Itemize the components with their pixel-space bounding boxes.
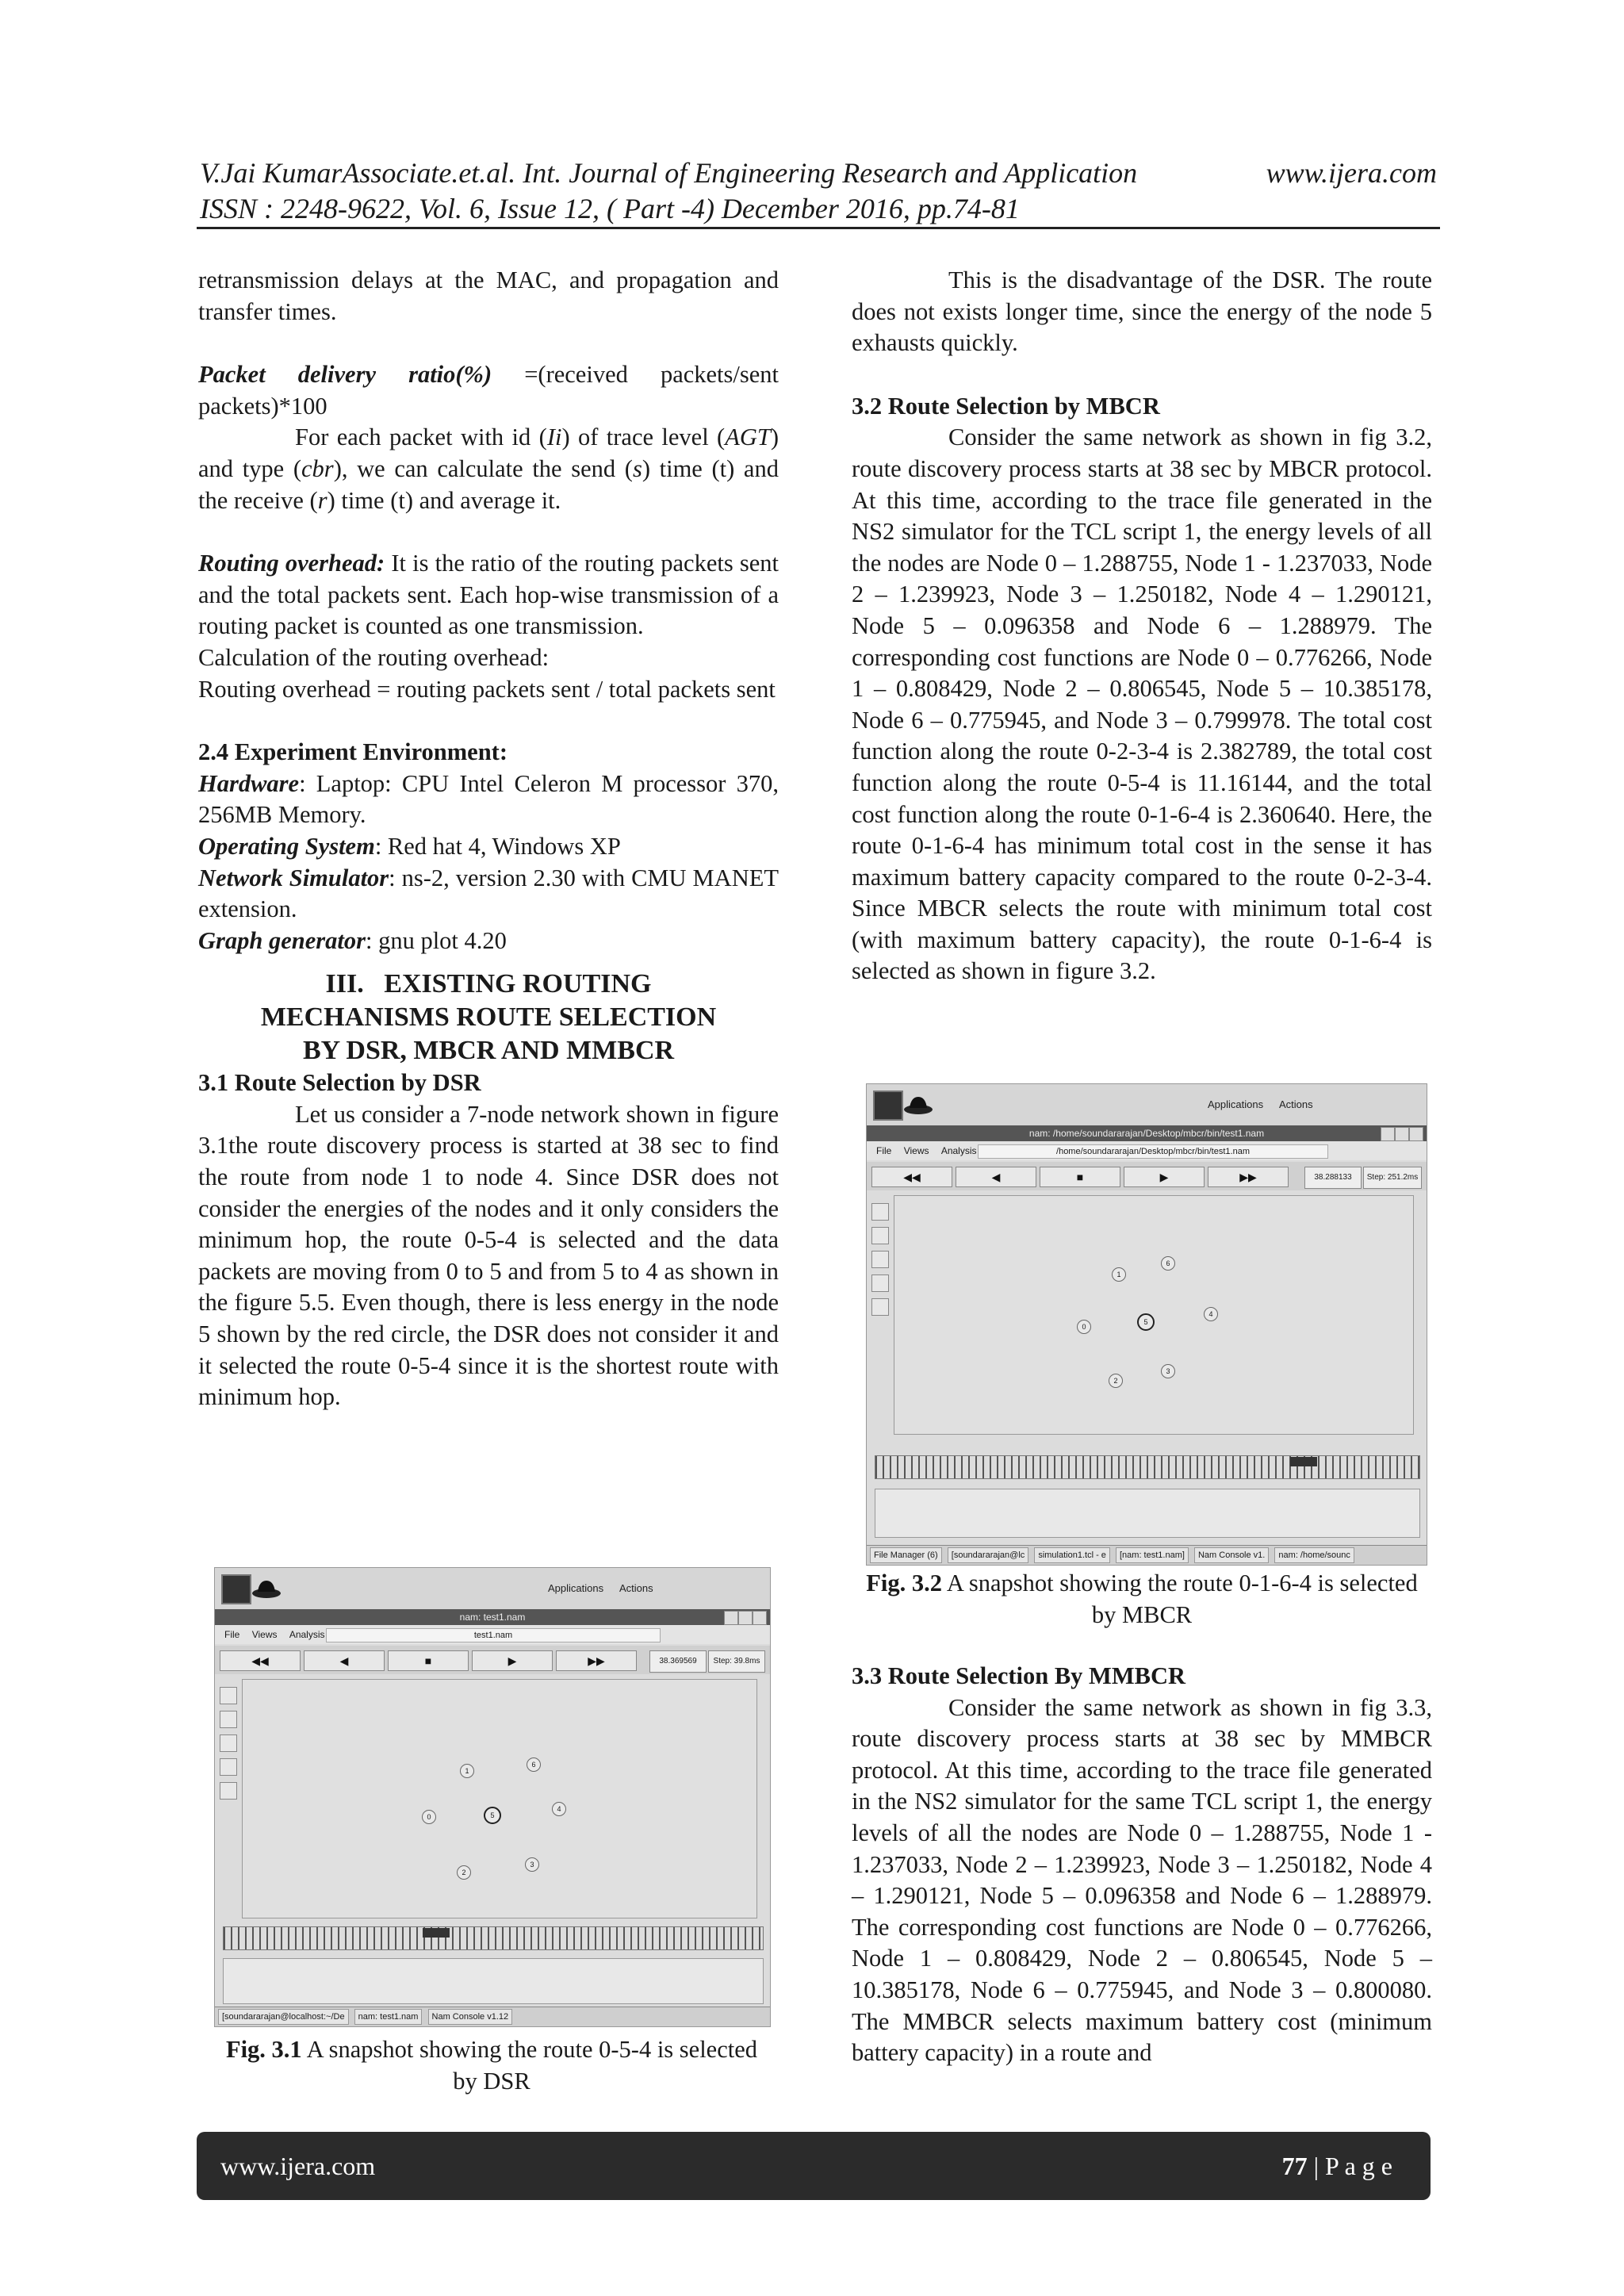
terminal-icon <box>873 1091 903 1121</box>
side-toolbar <box>220 1687 237 1806</box>
hw-label: Hardware <box>198 769 300 797</box>
pdr-label: Packet delivery ratio(%) <box>198 361 492 389</box>
node-2: 2 <box>457 1865 471 1880</box>
env-simulator <box>198 863 779 926</box>
side-toolbar <box>871 1203 889 1322</box>
redhat-icon <box>251 1576 282 1600</box>
pdr-var-agt: AGT <box>725 424 771 451</box>
pdr-text-f: ) time (t) and average it. <box>327 486 561 514</box>
network-canvas[interactable] <box>894 1195 1414 1435</box>
env-hardware <box>198 769 779 831</box>
filename-field: test1.nam <box>326 1628 661 1642</box>
menu-views[interactable]: Views <box>903 1145 929 1156</box>
stop-button[interactable]: ■ <box>388 1650 469 1671</box>
task-terminal[interactable]: [soundararajan@lc <box>948 1547 1029 1563</box>
timeline-marker[interactable] <box>423 1928 450 1938</box>
pdr-var-cbr: cbr <box>301 454 334 482</box>
ro-formula: Routing overhead = routing packets sent / total packets sent <box>198 675 776 703</box>
step-readout[interactable]: Step: 39.8ms <box>708 1650 765 1673</box>
header-rule <box>197 227 1440 229</box>
close-button[interactable] <box>753 1611 767 1625</box>
step-back-button[interactable]: ◀ <box>304 1650 385 1671</box>
node-6: 6 <box>527 1757 541 1772</box>
right-column <box>852 265 1432 987</box>
zoom-in-icon[interactable] <box>220 1687 237 1704</box>
pdr-formula: =(received packets/sent packets)*100 <box>198 361 779 420</box>
actions-menu[interactable]: Actions <box>619 1582 653 1594</box>
redhat-icon <box>903 1092 933 1116</box>
issn-line: ISSN : 2248-9622, Vol. 6, Issue 12, ( Part -4) December 2016, pp.74-81 <box>200 193 1020 224</box>
page-number-value: 77 <box>1281 2152 1308 2180</box>
edit-icon[interactable] <box>871 1251 889 1268</box>
pdr-text-d: ), we can calculate the send ( <box>333 454 633 482</box>
pdr-text-b: ) of trace level ( <box>561 424 726 451</box>
footer-website: www.ijera.com <box>220 2152 376 2180</box>
pdr-var-s: s <box>632 454 642 482</box>
ro-label: Routing overhead: <box>198 550 385 577</box>
journal-header <box>200 155 1437 227</box>
node-6: 6 <box>1161 1256 1175 1271</box>
figure-3-2-screenshot <box>866 1083 1427 1566</box>
section-heading-3 <box>198 968 779 1068</box>
circle-tool-icon[interactable] <box>871 1298 889 1316</box>
left-column <box>198 265 779 1413</box>
window-title: nam: /home/soundararajan/Desktop/mbcr/bin/test1.nam <box>867 1125 1427 1141</box>
pdr-var-r: r <box>317 486 327 514</box>
paragraph-3-1: Let us consider a 7-node network shown in figure 3.1the route discovery process is started at 38 sec to find the route from node 1 to node 4. Since DSR does not consider the energies of the nodes and it only considers the minimum hop, the route 0-5-4 is selected and the data packets are moving from 0 to 5 and from 5 to 4 as shown in the figure 5.5. Even though, there is less energy in the node 5 shown by the red circle, the DSR does not consider it and it selected the route 0-5-4 since it is the shortest route with minimum hop. <box>198 1100 779 1411</box>
fast-forward-button[interactable]: ▶▶ <box>1208 1167 1289 1187</box>
pdr-var-ii: Ii <box>546 424 562 451</box>
pdr-text-e: ) time (t) and the receive ( <box>198 454 779 514</box>
ro-calc-line: Calculation of the routing overhead: <box>198 643 550 671</box>
square-tool-icon[interactable] <box>871 1274 889 1292</box>
stop-button[interactable]: ■ <box>1040 1167 1120 1187</box>
os-text: : Red hat 4, Windows XP <box>374 832 621 860</box>
menu-file[interactable]: File <box>876 1145 892 1156</box>
paragraph-dsr-disadvantage: This is the disadvantage of the DSR. The route does not exists longer time, since the energy of the node 5 exhausts quickly. <box>852 266 1432 357</box>
actions-menu[interactable]: Actions <box>1279 1098 1313 1110</box>
task-nam-console[interactable]: Nam Console v1. <box>1194 1547 1269 1563</box>
page-word: | P a g e <box>1307 2152 1392 2180</box>
node-4: 4 <box>552 1802 566 1816</box>
timeline-marker[interactable] <box>1290 1457 1317 1466</box>
hw-text: : Laptop: CPU Intel Celeron M processor 370, 256MB Memory. <box>198 769 779 829</box>
node-1: 1 <box>1112 1267 1126 1282</box>
gg-label: Graph generator <box>198 926 366 954</box>
network-canvas[interactable] <box>242 1679 757 1918</box>
paragraph-pdr <box>198 359 779 422</box>
section-heading-2-4: 2.4 Experiment Environment: <box>198 738 508 766</box>
node-1: 1 <box>460 1764 474 1778</box>
edit-icon[interactable] <box>220 1734 237 1752</box>
sec3-line2: MECHANISMS ROUTE SELECTION <box>260 1002 717 1033</box>
task-editor[interactable]: simulation1.tcl - e <box>1034 1547 1110 1563</box>
node-4: 4 <box>1204 1307 1218 1321</box>
ro-text: It is the ratio of the routing packets sent and the total packets sent. Each hop-wise transmission of a routing packet is counted as one transmission. <box>198 550 779 640</box>
annotation-pane <box>875 1489 1420 1538</box>
figure-3-1-screenshot <box>214 1567 771 2027</box>
fig31-label: Fig. 3.1 <box>225 2036 302 2063</box>
step-readout[interactable]: Step: 251.2ms <box>1363 1167 1422 1189</box>
sec3-line1: III. EXISTING ROUTING <box>325 969 652 999</box>
ns-text: : ns-2, version 2.30 with CMU MANET extension. <box>198 864 779 923</box>
figure-3-2-caption <box>852 1567 1432 1631</box>
fig31-caption-text: A snapshot showing the route 0-5-4 is selected by DSR <box>301 2036 758 2095</box>
node-3: 3 <box>1161 1364 1175 1378</box>
zoom-in-icon[interactable] <box>871 1203 889 1221</box>
fig32-label: Fig. 3.2 <box>866 1570 942 1596</box>
journal-citation: V.Jai KumarAssociate.et.al. Int. Journal of Engineering Research and Application <box>200 157 1138 189</box>
task-nam[interactable]: [nam: test1.nam] <box>1116 1547 1189 1563</box>
annotation-pane <box>223 1958 764 2004</box>
sec3-line3: BY DSR, MBCR AND MMBCR <box>302 1036 675 1066</box>
zoom-out-icon[interactable] <box>871 1227 889 1244</box>
pdr-text-c: ) and type ( <box>198 424 779 482</box>
fig32-caption-text: A snapshot showing the route 0-1-6-4 is selected by MBCR <box>941 1570 1418 1628</box>
timeline-slider[interactable] <box>223 1926 764 1950</box>
node-5: 5 <box>1137 1313 1155 1331</box>
taskbar <box>867 1545 1427 1565</box>
task-nam[interactable]: nam: test1.nam <box>354 2009 423 2025</box>
menu-analysis[interactable]: Analysis <box>289 1629 325 1640</box>
time-readout: 38.369569 <box>649 1650 707 1673</box>
window-title: nam: test1.nam <box>215 1609 770 1625</box>
timeline-slider[interactable] <box>875 1455 1420 1479</box>
fast-forward-button[interactable]: ▶▶ <box>556 1650 637 1671</box>
menu-file[interactable]: File <box>224 1629 240 1640</box>
gg-text: : gnu plot 4.20 <box>365 926 507 954</box>
desktop-top-panel <box>215 1568 770 1609</box>
section-heading-3-2: 3.2 Route Selection by MBCR <box>852 392 1160 420</box>
section-heading-3-1: 3.1 Route Selection by DSR <box>198 1069 481 1097</box>
minimize-button[interactable] <box>1381 1127 1395 1141</box>
task-nam-window[interactable]: nam: /home/sounc <box>1274 1547 1354 1563</box>
applications-menu[interactable]: Applications <box>548 1582 604 1594</box>
play-button[interactable]: ▶ <box>1124 1167 1205 1187</box>
maximize-button[interactable] <box>1395 1127 1409 1141</box>
node-5: 5 <box>484 1807 501 1824</box>
taskbar <box>215 2007 770 2026</box>
terminal-icon <box>221 1574 251 1604</box>
square-tool-icon[interactable] <box>220 1758 237 1776</box>
journal-website: www.ijera.com <box>1266 157 1437 189</box>
applications-menu[interactable]: Applications <box>1208 1098 1264 1110</box>
task-nam-console[interactable]: Nam Console v1.12 <box>428 2009 513 2025</box>
maximize-button[interactable] <box>738 1611 753 1625</box>
paragraph-routing-overhead <box>198 548 779 642</box>
circle-tool-icon[interactable] <box>220 1782 237 1800</box>
paragraph-3-3: Consider the same network as shown in fig 3.3, route discovery process starts at 38 sec by MMBCR protocol. At this time, according to the trace file generated in the NS2 simulator for the same TCL script 1, the energy levels of all the nodes are Node 0 – 1.288755, Node 1 - 1.237033, Node 2 – 1.239923, Node 3 – 1.250182, Node 4 – 1.290121, Node 5 – 0.096358 and Node 6 – 1.288979. The corresponding cost functions are Node 0 – 0.776266, Node 1 – 0.808429, Node 2 – 0.806545, Node 5 – 10.385178, Node 6 – 0.775945, and Node 3 – 0.800080. The MMBCR selects maximum battery cost (minimum battery capacity) in a route and <box>852 1693 1432 2067</box>
filename-field: /home/soundararajan/Desktop/mbcr/bin/test1.nam <box>978 1144 1328 1159</box>
paragraph-pdr-calc <box>198 422 779 516</box>
desktop-top-panel <box>867 1084 1427 1125</box>
rewind-button[interactable]: ◀◀ <box>220 1650 301 1671</box>
section-heading-3-3: 3.3 Route Selection By MMBCR <box>852 1662 1186 1689</box>
minimize-button[interactable] <box>724 1611 738 1625</box>
env-graph <box>198 926 779 957</box>
task-file-manager[interactable]: File Manager (6) <box>870 1547 942 1563</box>
env-os <box>198 831 779 863</box>
node-0: 0 <box>1077 1320 1091 1334</box>
node-2: 2 <box>1109 1374 1123 1388</box>
right-column-lower <box>852 1661 1432 2069</box>
figure-3-1-caption <box>214 2033 769 2097</box>
paragraph-3-2: Consider the same network as shown in fig 3.2, route discovery process starts at 38 sec by MBCR protocol. At this time, according to the trace file generated in the NS2 simulator for the TCL script 1, the energy levels of all the nodes are Node 0 – 1.288755, Node 1 - 1.237033, Node 2 – 1.239923, Node 3 – 1.250182, Node 4 – 1.290121, Node 5 – 0.096358 and Node 6 – 1.288979. The corresponding cost functions are Node 0 – 0.776266, Node 1 – 0.808429, Node 2 – 0.806545, Node 5 – 10.385178, Node 6 – 0.775945, and Node 3 – 0.799978. The total cost function along the route 0-2-3-4 is 2.382789, the total cost function along the route 0-5-4 is 11.16144, and the total cost function along the route 0-1-6-4 is 2.360640. Here, the route 0-1-6-4 has minimum total cost in the sense it has maximum battery capacity compared to the route 0-2-3-4. Since MBCR selects the route with minimum total cost (with maximum battery capacity), the route 0-1-6-4 is selected as shown in figure 3.2. <box>852 424 1432 985</box>
paragraph-retransmission: retransmission delays at the MAC, and propagation and transfer times. <box>198 266 779 325</box>
node-0: 0 <box>422 1810 436 1824</box>
time-readout: 38.288133 <box>1304 1167 1362 1189</box>
ns-label: Network Simulator <box>198 864 389 891</box>
play-button[interactable]: ▶ <box>472 1650 553 1671</box>
close-button[interactable] <box>1409 1127 1423 1141</box>
page-footer <box>197 2132 1431 2200</box>
step-back-button[interactable]: ◀ <box>956 1167 1036 1187</box>
os-label: Operating System <box>198 832 375 860</box>
zoom-out-icon[interactable] <box>220 1711 237 1728</box>
node-3: 3 <box>525 1857 539 1872</box>
task-terminal[interactable]: [soundararajan@localhost:~/De <box>218 2009 349 2025</box>
menu-views[interactable]: Views <box>251 1629 278 1640</box>
menu-analysis[interactable]: Analysis <box>940 1145 977 1156</box>
pdr-text-a: For each packet with id ( <box>295 424 547 451</box>
page-number <box>1282 2132 1392 2200</box>
rewind-button[interactable]: ◀◀ <box>871 1167 952 1187</box>
